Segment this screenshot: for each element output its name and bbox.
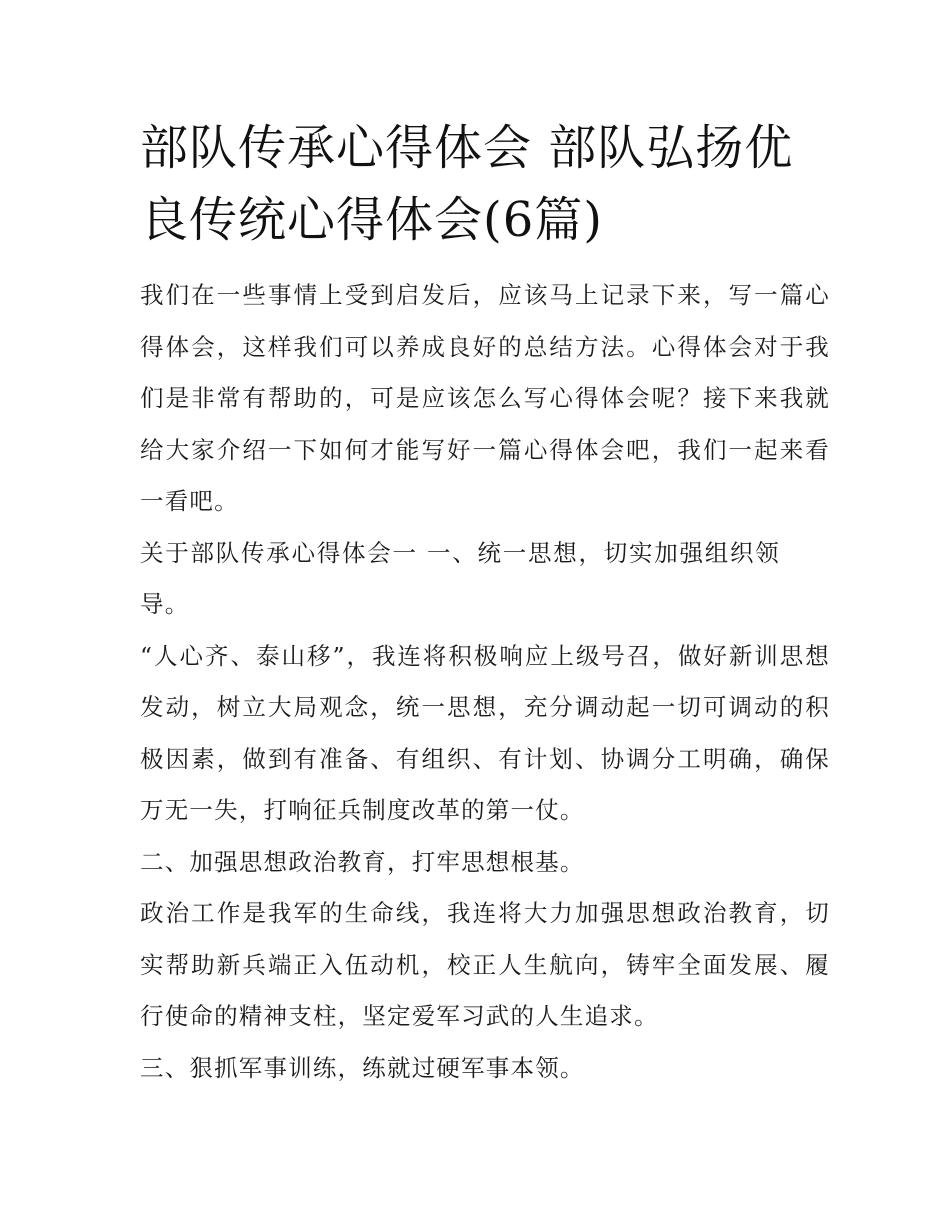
- paragraph-section-two-heading: 二、加强思想政治教育，打牢思想根基。: [140, 847, 585, 876]
- paragraph-intro: 我们在一些事情上受到启发后，应该马上记录下来，写一篇心得体会，这样我们可以养成良好的总结方法。心得体会对于我们是非常有帮助的，可是应该怎么写心得体会呢？接下来我就给大家介绍一下如何才能写好一篇心得体会吧，我们一起来看一看吧。: [140, 281, 830, 515]
- paragraph-unity: “人心齐、泰山移”，我连将积极响应上级号召，做好新训思想发动，树立大局观念，统一思想，充分调动起一切可调动的积极因素，做到有准备、有组织、有计划、协调分工明确，确保万无一失，打响征兵制度改革的第一仗。: [140, 641, 830, 824]
- document-title: 部队传承心得体会 部队弘扬优良传统心得体会(6篇): [140, 120, 794, 248]
- document-body: [140, 112, 830, 1094]
- paragraph-section-one-heading: 关于部队传承心得体会一 一、统一思想，切实加强组织领导。: [140, 538, 780, 618]
- paragraph-political-work: 政治工作是我军的生命线，我连将大力加强思想政治教育，切实帮助新兵端正入伍动机，校正人生航向，铸牢全面发展、履行使命的精神支柱，坚定爱军习武的人生追求。: [140, 899, 830, 1030]
- paragraph-section-three-heading: 三、狠抓军事训练，练就过硬军事本领。: [140, 1053, 585, 1082]
